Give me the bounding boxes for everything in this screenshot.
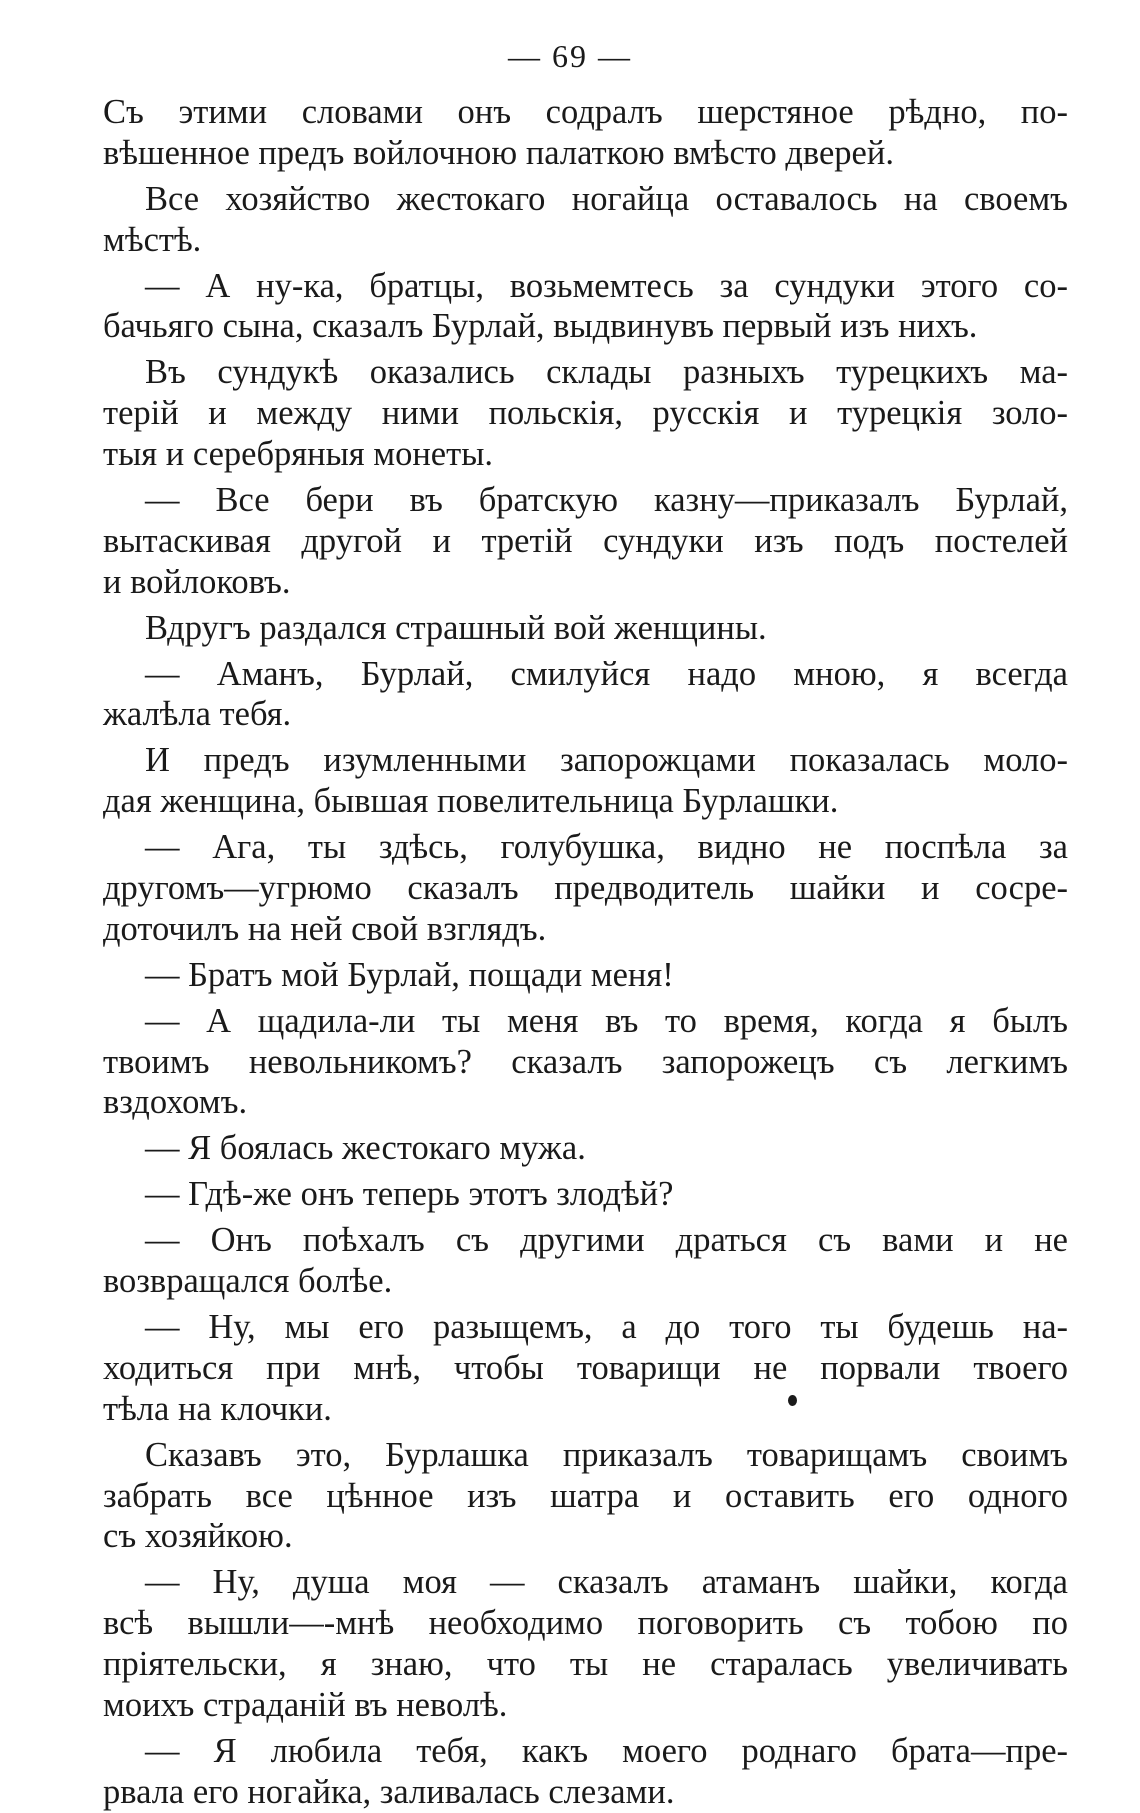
- text-line: вздохомъ.: [103, 1083, 248, 1122]
- text-line: бачьяго сына, сказалъ Бурлай, выдвинувъ первый изъ нихъ.: [103, 307, 978, 346]
- text-line: ходиться при мнѣ, чтобы товарищи не порвали твоего: [103, 1348, 1068, 1387]
- text-line: рвала его ногайка, заливалась слезами.: [103, 1772, 675, 1811]
- text-line: вѣшенное предъ войлочною палаткою вмѣсто дверей.: [103, 133, 894, 172]
- text-line: — Гдѣ-же онъ теперь этотъ злодѣй?: [145, 1175, 674, 1214]
- text-line: — Ну, душа моя — сказалъ атаманъ шайки, когда: [145, 1563, 1068, 1602]
- page-number: — 69 —: [508, 38, 632, 74]
- text-line: Сказавъ это, Бурлашка приказалъ товарищамъ своимъ: [145, 1435, 1068, 1474]
- text-line: пріятельски, я знаю, что ты не старалась увеличивать: [103, 1645, 1068, 1684]
- text-line: — Аманъ, Бурлай, смилуйся надо мною, я всегда: [145, 654, 1068, 693]
- text-line: — Братъ мой Бурлай, пощади меня!: [145, 955, 674, 994]
- text-line: И предъ изумленными запорожцами показалась моло-: [145, 741, 1068, 780]
- text-line: — Все бери въ братскую казну—приказалъ Бурлай,: [145, 481, 1068, 520]
- text-line: — Онъ поѣхалъ съ другими драться съ вами и не: [145, 1221, 1068, 1260]
- text-line: тыя и серебряныя монеты.: [103, 435, 493, 474]
- text-line: другомъ—угрюмо сказалъ предводитель шайки и сосре-: [103, 869, 1068, 908]
- text-line: вытаскивая другой и третій сундуки изъ подъ постелей: [103, 521, 1068, 560]
- text-line: доточилъ на ней свой взглядъ.: [103, 909, 547, 948]
- text-line: моихъ страданій въ неволѣ.: [103, 1685, 508, 1724]
- body-text: [103, 92, 1068, 1813]
- text-line: — Я боялась жестокаго мужа.: [145, 1129, 586, 1168]
- text-line: и войлоковъ.: [103, 562, 291, 601]
- text-line: — Ну, мы его разыщемъ, а до того ты будешь на-: [145, 1307, 1068, 1346]
- text-line: — А щадила-ли ты меня въ то время, когда я былъ: [145, 1001, 1068, 1040]
- text-line: всѣ вышли—-мнѣ необходимо поговорить съ тобою по: [103, 1604, 1068, 1643]
- text-line: тѣла на клочки.: [103, 1389, 332, 1428]
- text-line: — А ну-ка, братцы, возьмемтесь за сундуки этого со-: [145, 266, 1068, 305]
- ink-speck: [788, 1395, 797, 1406]
- text-line: возвращался болѣе.: [103, 1262, 393, 1301]
- text-line: Въ сундукѣ оказались склады разныхъ турецкихъ ма-: [145, 353, 1068, 392]
- text-line: жалѣла тебя.: [103, 695, 292, 734]
- text-line: твоимъ невольникомъ? сказалъ запорожецъ съ легкимъ: [103, 1042, 1068, 1081]
- text-line: Съ этими словами онъ содралъ шерстяное рѣдно, по-: [103, 93, 1068, 131]
- text-line: — Ага, ты здѣсь, голубушка, видно не поспѣла за: [145, 828, 1068, 867]
- text-line: забрать все цѣнное изъ шатра и оставить его одного: [103, 1476, 1068, 1515]
- text-line: дая женщина, бывшая повелительница Бурлашки.: [103, 782, 839, 821]
- text-line: мѣстѣ.: [103, 220, 202, 259]
- text-line: — Я любила тебя, какъ моего роднаго брата—пре-: [145, 1731, 1068, 1770]
- text-line: Вдругъ раздался страшный вой женщины.: [145, 608, 767, 647]
- text-line: Все хозяйство жестокаго ногайца оставалось на своемъ: [145, 179, 1068, 218]
- text-line: съ хозяйкою.: [103, 1517, 293, 1556]
- text-line: терій и между ними польскія, русскія и турецкія золо-: [103, 394, 1068, 433]
